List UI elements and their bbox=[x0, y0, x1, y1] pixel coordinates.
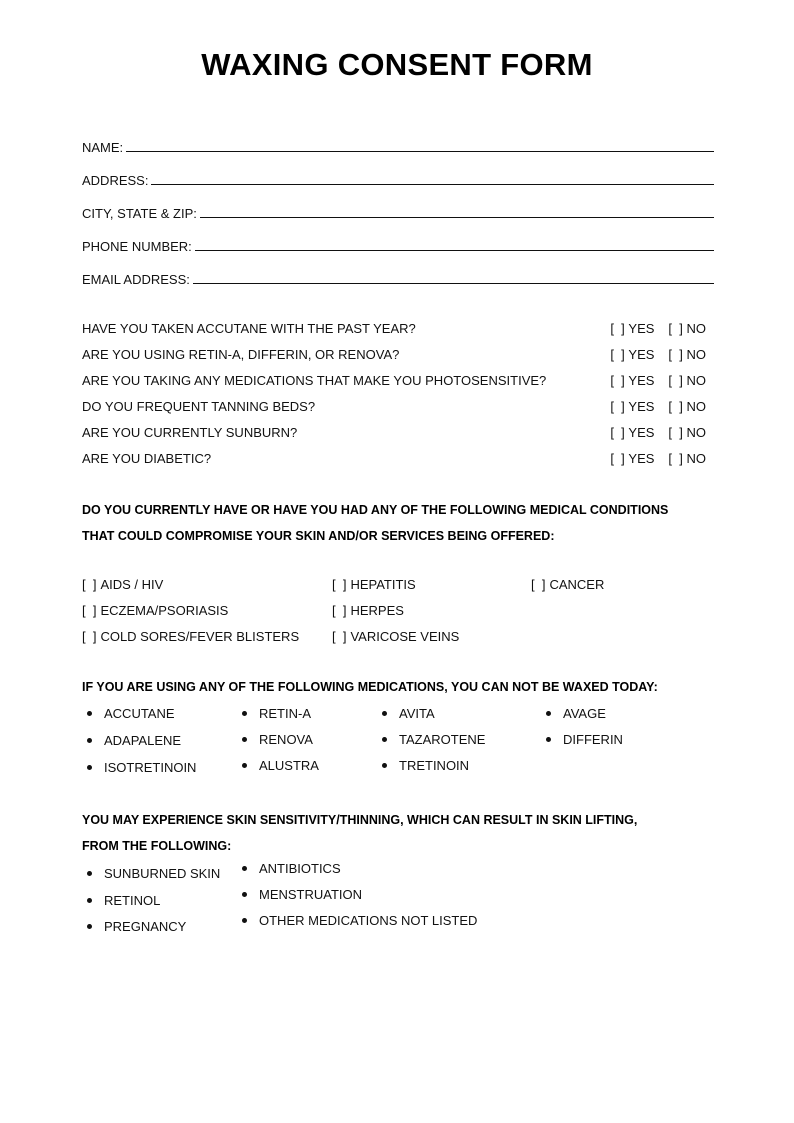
list-item: AVAGE bbox=[546, 704, 606, 722]
bullet-icon bbox=[242, 918, 247, 923]
city-state-zip-line[interactable] bbox=[200, 217, 714, 218]
condition-checkbox-varicose-veins[interactable] bbox=[332, 627, 459, 645]
bullet-icon bbox=[242, 892, 247, 897]
question-text: ARE YOU DIABETIC? bbox=[82, 450, 212, 466]
bullet-icon bbox=[87, 738, 92, 743]
address-label: ADDRESS: bbox=[82, 173, 149, 188]
bullet-icon bbox=[87, 898, 92, 903]
answer-options bbox=[610, 451, 706, 466]
list-item: ACCUTANE bbox=[87, 704, 175, 722]
email-address-line[interactable] bbox=[193, 283, 714, 284]
question-text: HAVE YOU TAKEN ACCUTANE WITH THE PAST YEAR? bbox=[82, 320, 416, 336]
checkbox-mark: [ ] bbox=[82, 628, 97, 644]
list-item: ADAPALENE bbox=[87, 731, 181, 749]
yes-label: YES bbox=[628, 320, 655, 336]
list-item: DIFFERIN bbox=[546, 730, 623, 748]
question-row bbox=[82, 397, 706, 415]
name-line[interactable] bbox=[126, 151, 714, 152]
question-text: ARE YOU CURRENTLY SUNBURN? bbox=[82, 424, 298, 440]
no-label: NO bbox=[686, 372, 706, 388]
yes-checkbox[interactable] bbox=[610, 373, 654, 388]
form-title: WAXING CONSENT FORM bbox=[201, 47, 593, 82]
condition-label: HERPES bbox=[350, 602, 404, 618]
no-label: NO bbox=[686, 450, 706, 466]
no-label: NO bbox=[686, 398, 706, 414]
bullet-icon bbox=[382, 711, 387, 716]
condition-label: HEPATITIS bbox=[350, 576, 416, 592]
question-text: ARE YOU TAKING ANY MEDICATIONS THAT MAKE YOU PHOTOSENSITIVE? bbox=[82, 372, 547, 388]
phone-number-label: PHONE NUMBER: bbox=[82, 239, 192, 254]
condition-label: AIDS / HIV bbox=[100, 576, 164, 592]
checkbox-mark: [ ] bbox=[82, 576, 97, 592]
bullet-icon bbox=[382, 763, 387, 768]
list-item: RENOVA bbox=[242, 730, 313, 748]
checkbox-mark: [ ] bbox=[610, 424, 625, 440]
checkbox-mark: [ ] bbox=[668, 424, 683, 440]
conditions-heading bbox=[82, 497, 722, 549]
conditions-heading-line2: THAT COULD COMPROMISE YOUR SKIN AND/OR SERVICES BEING OFFERED: bbox=[82, 529, 555, 543]
checkbox-mark: [ ] bbox=[668, 372, 683, 388]
no-label: NO bbox=[686, 346, 706, 362]
list-item: AVITA bbox=[382, 704, 435, 722]
question-row bbox=[82, 345, 706, 363]
no-label: NO bbox=[686, 424, 706, 440]
checkbox-mark: [ ] bbox=[610, 398, 625, 414]
email-address-field[interactable] bbox=[82, 267, 714, 287]
bullet-icon bbox=[546, 737, 551, 742]
answer-options bbox=[610, 399, 706, 414]
yes-label: YES bbox=[628, 372, 655, 388]
address-field[interactable] bbox=[82, 168, 714, 188]
conditions-heading-line1: DO YOU CURRENTLY HAVE OR HAVE YOU HAD ANY OF THE FOLLOWING MEDICAL CONDITIONS bbox=[82, 503, 669, 517]
sensitivity-heading bbox=[82, 807, 722, 859]
medications-heading: IF YOU ARE USING ANY OF THE FOLLOWING MEDICATIONS, YOU CAN NOT BE WAXED TODAY: bbox=[82, 680, 658, 694]
city-state-zip-label: CITY, STATE & ZIP: bbox=[82, 206, 197, 221]
yes-label: YES bbox=[628, 424, 655, 440]
city-state-zip-field[interactable] bbox=[82, 201, 714, 221]
no-checkbox[interactable] bbox=[668, 451, 706, 466]
bullet-icon bbox=[242, 763, 247, 768]
condition-label: CANCER bbox=[549, 576, 605, 592]
answer-options bbox=[610, 321, 706, 336]
bullet-icon bbox=[87, 871, 92, 876]
bullet-icon bbox=[242, 866, 247, 871]
phone-number-line[interactable] bbox=[195, 250, 714, 251]
question-row bbox=[82, 423, 706, 441]
yes-checkbox[interactable] bbox=[610, 321, 654, 336]
list-item: ISOTRETINOIN bbox=[87, 758, 196, 776]
no-checkbox[interactable] bbox=[668, 373, 706, 388]
answer-options bbox=[610, 347, 706, 362]
bullet-icon bbox=[546, 711, 551, 716]
yes-checkbox[interactable] bbox=[610, 399, 654, 414]
question-row bbox=[82, 371, 706, 389]
condition-label: COLD SORES/FEVER BLISTERS bbox=[100, 628, 300, 644]
bullet-icon bbox=[87, 711, 92, 716]
checkbox-mark: [ ] bbox=[82, 602, 97, 618]
no-checkbox[interactable] bbox=[668, 399, 706, 414]
condition-checkbox-cancer[interactable] bbox=[531, 575, 604, 593]
bullet-icon bbox=[242, 737, 247, 742]
no-checkbox[interactable] bbox=[668, 321, 706, 336]
bullet-icon bbox=[87, 924, 92, 929]
yes-label: YES bbox=[628, 398, 655, 414]
yes-checkbox[interactable] bbox=[610, 425, 654, 440]
answer-options bbox=[610, 373, 706, 388]
question-text: DO YOU FREQUENT TANNING BEDS? bbox=[82, 398, 316, 414]
name-field[interactable] bbox=[82, 135, 714, 155]
condition-label: ECZEMA/PSORIASIS bbox=[100, 602, 229, 618]
checkbox-mark: [ ] bbox=[668, 398, 683, 414]
list-item: TAZAROTENE bbox=[382, 730, 485, 748]
list-item: MENSTRUATION bbox=[242, 885, 362, 903]
condition-label: VARICOSE VEINS bbox=[350, 628, 460, 644]
no-checkbox[interactable] bbox=[668, 347, 706, 362]
checkbox-mark: [ ] bbox=[610, 320, 625, 336]
checkbox-mark: [ ] bbox=[332, 602, 347, 618]
question-row bbox=[82, 319, 706, 337]
list-item: SUNBURNED SKIN bbox=[87, 864, 220, 882]
question-row bbox=[82, 449, 706, 467]
checkbox-mark: [ ] bbox=[332, 628, 347, 644]
checkbox-mark: [ ] bbox=[610, 372, 625, 388]
no-checkbox[interactable] bbox=[668, 425, 706, 440]
list-item: TRETINOIN bbox=[382, 756, 469, 774]
bullet-icon bbox=[242, 711, 247, 716]
phone-number-field[interactable] bbox=[82, 234, 714, 254]
answer-options bbox=[610, 425, 706, 440]
condition-checkbox-cold-sores[interactable] bbox=[82, 627, 299, 645]
list-item: ALUSTRA bbox=[242, 756, 319, 774]
address-line[interactable] bbox=[151, 184, 714, 185]
list-item: OTHER MEDICATIONS NOT LISTED bbox=[242, 911, 477, 929]
sensitivity-heading-line1: YOU MAY EXPERIENCE SKIN SENSITIVITY/THINNING, WHICH CAN RESULT IN SKIN LIFTING, bbox=[82, 813, 638, 827]
bullet-icon bbox=[87, 765, 92, 770]
email-address-label: EMAIL ADDRESS: bbox=[82, 272, 190, 287]
yes-checkbox[interactable] bbox=[610, 347, 654, 362]
checkbox-mark: [ ] bbox=[610, 450, 625, 466]
list-item: RETINOL bbox=[87, 891, 160, 909]
name-label: NAME: bbox=[82, 140, 124, 155]
list-item: RETIN-A bbox=[242, 704, 311, 722]
checkbox-mark: [ ] bbox=[531, 576, 546, 592]
condition-checkbox-hepatitis[interactable] bbox=[332, 575, 416, 593]
checkbox-mark: [ ] bbox=[668, 346, 683, 362]
checkbox-mark: [ ] bbox=[668, 450, 683, 466]
condition-checkbox-eczema-psoriasis[interactable] bbox=[82, 601, 228, 619]
yes-checkbox[interactable] bbox=[610, 451, 654, 466]
condition-checkbox-aids-hiv[interactable] bbox=[82, 575, 163, 593]
list-item: ANTIBIOTICS bbox=[242, 859, 341, 877]
yes-label: YES bbox=[628, 450, 655, 466]
no-label: NO bbox=[686, 320, 706, 336]
condition-checkbox-herpes[interactable] bbox=[332, 601, 404, 619]
checkbox-mark: [ ] bbox=[610, 346, 625, 362]
bullet-icon bbox=[382, 737, 387, 742]
sensitivity-heading-line2: FROM THE FOLLOWING: bbox=[82, 839, 232, 853]
question-text: ARE YOU USING RETIN-A, DIFFERIN, OR RENOVA? bbox=[82, 346, 400, 362]
list-item: PREGNANCY bbox=[87, 917, 186, 935]
checkbox-mark: [ ] bbox=[668, 320, 683, 336]
checkbox-mark: [ ] bbox=[332, 576, 347, 592]
yes-label: YES bbox=[628, 346, 655, 362]
